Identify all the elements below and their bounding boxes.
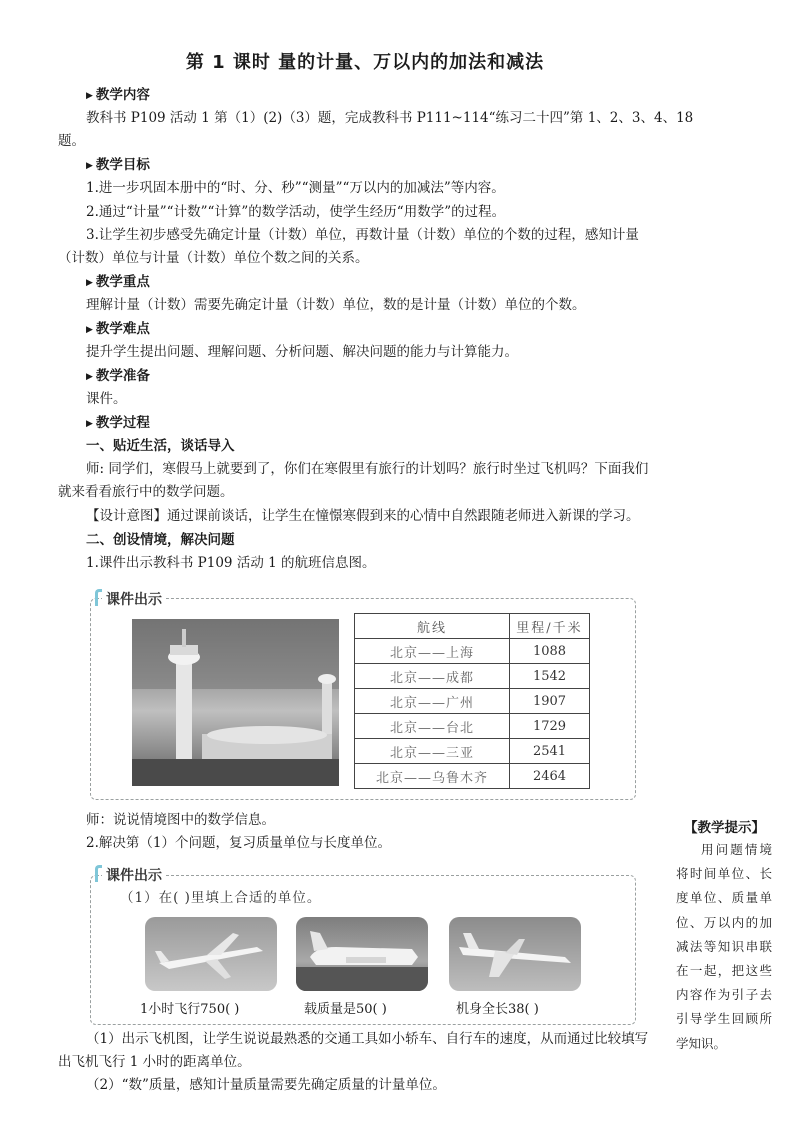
note-2: （2）“数”质量，感知计量质量需要先确定质量的计量单位。: [86, 1077, 446, 1093]
goal-3-line-2: （计数）单位与计量（计数）单位个数之间的关系。: [58, 250, 369, 266]
table-row: [355, 739, 590, 764]
page-title: 第 1 课时 量的计量、万以内的加法和减法: [185, 52, 545, 73]
difficulty-text: 提升学生提出问题、理解问题、分析问题、解决问题的能力与计算能力。: [86, 344, 518, 360]
difficulty-heading-label: 教学难点: [95, 321, 150, 337]
triangle-icon: ▶: [86, 372, 93, 382]
content-line-1: 教科书 P109 活动 1 第（1）(2)（3）题，完成教科书 P111~114“练习二十四”第 1、2、3、4、18: [86, 110, 694, 126]
part-1-line-1: 师: 同学们，寒假马上就要到了，你们在寒假里有旅行的计划吗？旅行时坐过飞机吗？下面我们: [86, 461, 649, 477]
caption-flight-distance: 1小时飞行750( ): [140, 1002, 240, 1017]
content-heading: [86, 85, 150, 106]
plane-photo-3: [449, 917, 581, 991]
caption-body-length: 机身全长38( ): [456, 1002, 539, 1017]
courseware-tag-2: 课件出示: [102, 865, 166, 885]
goal-1: 1.进一步巩固本册中的“时、分、秒”“测量”“万以内的加减法”等内容。: [86, 180, 505, 196]
caption-load-mass: 载质量是50( ): [304, 1002, 387, 1017]
table-row: [355, 714, 590, 739]
route-cell: 北京——广州: [355, 689, 510, 714]
prep-heading: [86, 366, 150, 387]
airport-tower-illustration: [132, 619, 339, 786]
table-header-distance: 里程/千米: [510, 614, 590, 639]
key-heading-label: 教学重点: [95, 274, 150, 290]
table-row: [355, 764, 590, 789]
fill-in-question: （1）在( )里填上合适的单位。: [120, 890, 322, 906]
key-heading: [86, 272, 150, 293]
triangle-icon: ▶: [86, 419, 93, 429]
prep-heading-label: 教学准备: [95, 368, 150, 384]
flight-distance-table: [354, 613, 590, 789]
route-cell: 北京——台北: [355, 714, 510, 739]
teaching-tip-title: 【教学提示】: [684, 820, 765, 836]
jumbo-jet-icon: [449, 917, 581, 991]
table-header-row: [355, 614, 590, 639]
distance-cell: 2541: [510, 739, 590, 764]
route-cell: 北京——上海: [355, 639, 510, 664]
note-1-line-1: （1）出示飞机图，让学生说说最熟悉的交通工具如小轿车、自行车的速度，从而通过比较填写: [86, 1031, 649, 1047]
triangle-icon: ▶: [86, 161, 93, 171]
table-header-route: 航线: [355, 614, 510, 639]
note-1-line-2: 出飞机飞行 1 小时的距离单位。: [58, 1054, 251, 1070]
route-cell: 北京——乌鲁木齐: [355, 764, 510, 789]
distance-cell: 2464: [510, 764, 590, 789]
process-heading: [86, 413, 150, 434]
after-box-1-text: 师：说说情境图中的数学信息。: [86, 812, 275, 828]
goals-heading-label: 教学目标: [95, 157, 150, 173]
content-heading-label: 教学内容: [95, 87, 150, 103]
table-row: [355, 664, 590, 689]
teaching-tip-text: 用问题情境将时间单位、长度单位、质量单位、万以内的加减法等知识串联在一起，把这些内容作为引子去引导学生回顾所学知识。: [676, 842, 772, 1051]
route-cell: 北京——成都: [355, 664, 510, 689]
distance-cell: 1088: [510, 639, 590, 664]
courseware-tag-1: 课件出示: [102, 589, 166, 609]
table-row: [355, 639, 590, 664]
cargo-plane-icon: [296, 917, 428, 991]
distance-cell: 1729: [510, 714, 590, 739]
part-1-title: 一、贴近生活，谈话导入: [86, 438, 235, 454]
distance-cell: 1542: [510, 664, 590, 689]
distance-cell: 1907: [510, 689, 590, 714]
plane-photo-1: [145, 917, 277, 991]
part-2-title: 二、创设情境，解决问题: [86, 532, 235, 548]
airplane-icon: [145, 917, 277, 991]
content-line-2: 题。: [58, 133, 85, 149]
goals-heading: [86, 155, 150, 176]
triangle-icon: ▶: [86, 278, 93, 288]
key-text: 理解计量（计数）需要先确定计量（计数）单位，数的是计量（计数）单位的个数。: [86, 297, 586, 313]
route-cell: 北京——三亚: [355, 739, 510, 764]
table-row: [355, 689, 590, 714]
part-2-step-1: 1.课件出示教科书 P109 活动 1 的航班信息图。: [86, 555, 376, 571]
part-2-step-2: 2.解决第（1）个问题，复习质量单位与长度单位。: [86, 835, 391, 851]
airport-tower-photo: [132, 619, 339, 786]
part-1-line-2: 就来看看旅行中的数学问题。: [58, 484, 234, 500]
triangle-icon: ▶: [86, 91, 93, 101]
plane-photo-2: [296, 917, 428, 991]
goal-2: 2.通过“计量”“计数”“计算”的数学活动，使学生经历“用数学”的过程。: [86, 204, 506, 220]
goal-3-line-1: 3.让学生初步感受先确定计量（计数）单位，再数计量（计数）单位的个数的过程，感知计量: [86, 227, 639, 243]
difficulty-heading: [86, 319, 150, 340]
triangle-icon: ▶: [86, 325, 93, 335]
design-intent: 【设计意图】通过课前谈话，让学生在憧憬寒假到来的心情中自然跟随老师进入新课的学习。: [86, 508, 640, 524]
process-heading-label: 教学过程: [95, 415, 150, 431]
prep-text: 课件。: [86, 391, 127, 407]
